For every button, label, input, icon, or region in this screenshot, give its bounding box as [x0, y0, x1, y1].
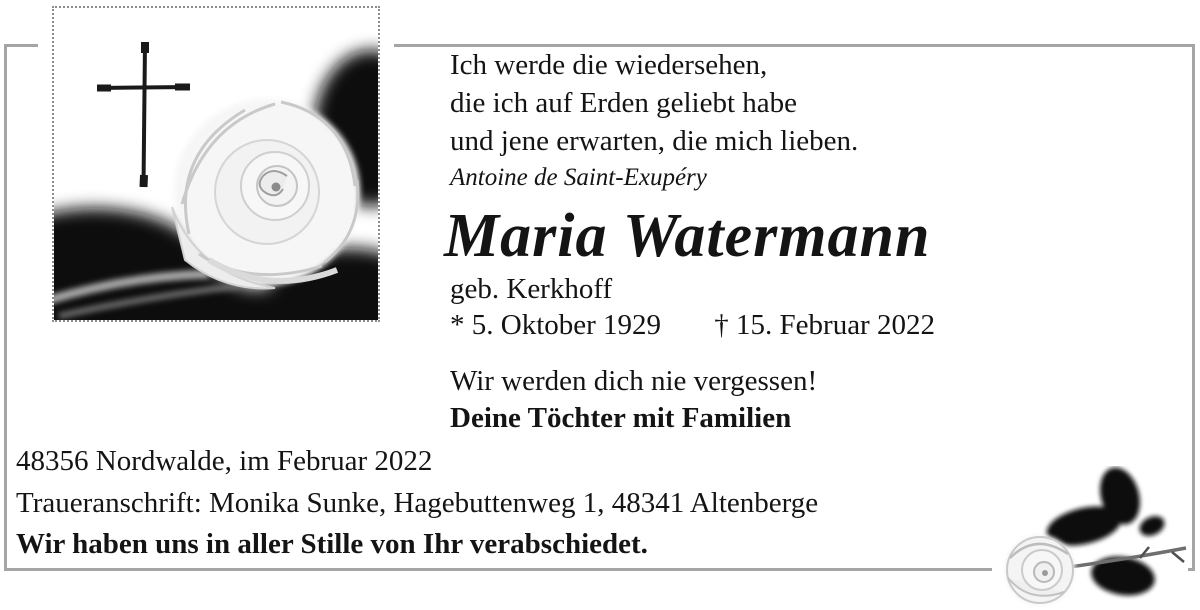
- remembrance-line: Wir werden dich nie vergessen!: [450, 365, 818, 397]
- life-dates: [450, 309, 935, 342]
- place-date-line: 48356 Nordwalde, im Februar 2022: [16, 445, 433, 477]
- quote-line: Ich werde die wiedersehen,: [450, 49, 768, 81]
- quote-block: [450, 46, 858, 160]
- rose-icon: [992, 466, 1188, 610]
- memorial-photo-image: [52, 6, 380, 322]
- death-date: † 15. Februar 2022: [714, 309, 935, 341]
- cross-and-rose-icon: [54, 8, 378, 320]
- deceased-name: Maria Watermann: [444, 202, 931, 270]
- quote-attribution: Antoine de Saint-Exupéry: [450, 164, 707, 191]
- closing-line: Wir haben uns in aller Stille von Ihr verabschiedet.: [16, 528, 648, 560]
- quote-line: die ich auf Erden geliebt habe: [450, 87, 798, 119]
- mourning-address-line: Traueranschrift: Monika Sunke, Hagebuttenweg 1, 48341 Altenberge: [16, 487, 819, 519]
- mourners-line: Deine Töchter mit Familien: [450, 402, 792, 434]
- quote-line: und jene erwarten, die mich lieben.: [450, 125, 859, 157]
- birth-name: geb. Kerkhoff: [450, 273, 613, 305]
- rose-photo: [992, 466, 1188, 610]
- memorial-photo: [38, 0, 394, 338]
- birth-date: * 5. Oktober 1929: [450, 309, 662, 341]
